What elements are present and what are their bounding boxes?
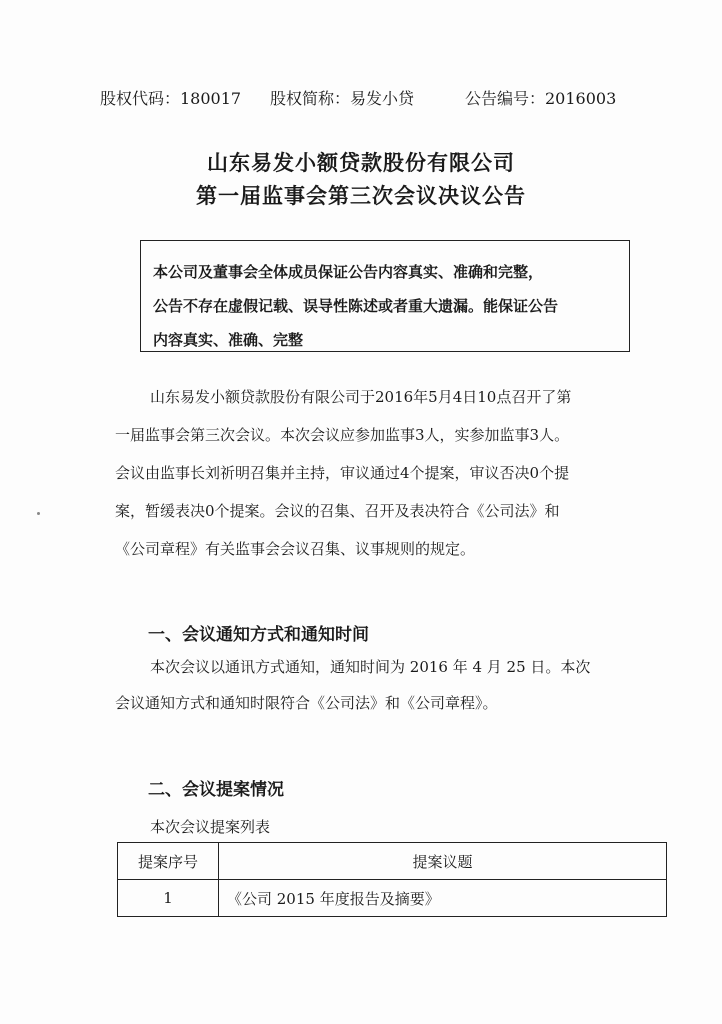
- proposal-number-cell: 1: [118, 880, 219, 917]
- disclaimer-line: 本公司及董事会全体成员保证公告内容真实、准确和完整，: [153, 263, 544, 281]
- intro-line: 《公司章程》有关监事会会议召集、议事规则的规定。: [115, 540, 476, 558]
- disclaimer-line: 公告不存在虚假记载、误导性陈述或者重大遗漏。能保证公告: [153, 297, 559, 315]
- section1-line: 本次会议以通讯方式通知，通知时间为 2016 年 4 月 25 日。本次: [150, 658, 591, 676]
- intro-line: 山东易发小额贷款股份有限公司于2016年5月4日10点召开了第: [150, 388, 572, 406]
- stock-code: 股权代码：180017: [100, 89, 242, 108]
- intro-line: 案，暂缓表决0个提案。会议的召集、召开及表决符合《公司法》和: [115, 502, 560, 520]
- intro-line: 会议由监事长刘祈明召集并主持，审议通过4个提案，审议否决0个提: [115, 464, 570, 482]
- proposal-table: [117, 842, 667, 917]
- intro-line: 一届监事会第三次会议。本次会议应参加监事3人，实参加监事3人。: [115, 426, 570, 444]
- scan-speck: [37, 512, 40, 515]
- company-title: 山东易发小额贷款股份有限公司: [207, 150, 515, 175]
- table-caption: 本次会议提案列表: [150, 818, 271, 836]
- header-proposal-topic: 提案议题: [219, 843, 667, 880]
- disclaimer-box: [140, 240, 630, 352]
- notice-title: 第一届监事会第三次会议决议公告: [196, 183, 526, 208]
- table-header-row: [118, 843, 667, 880]
- stock-abbreviation: 股权简称：易发小贷: [270, 89, 415, 108]
- proposal-topic-cell: 《公司 2015 年度报告及摘要》: [219, 880, 667, 917]
- section1-line: 会议通知方式和通知时限符合《公司法》和《公司章程》。: [115, 694, 498, 712]
- section1-heading: 一、会议通知方式和通知时间: [148, 625, 369, 645]
- disclaimer-line: 内容真实、准确、完整: [153, 331, 304, 349]
- header-proposal-number: 提案序号: [118, 843, 219, 880]
- section2-heading: 二、会议提案情况: [148, 780, 284, 800]
- notice-number: 公告编号：2016003: [465, 89, 617, 108]
- table-row: [118, 880, 667, 917]
